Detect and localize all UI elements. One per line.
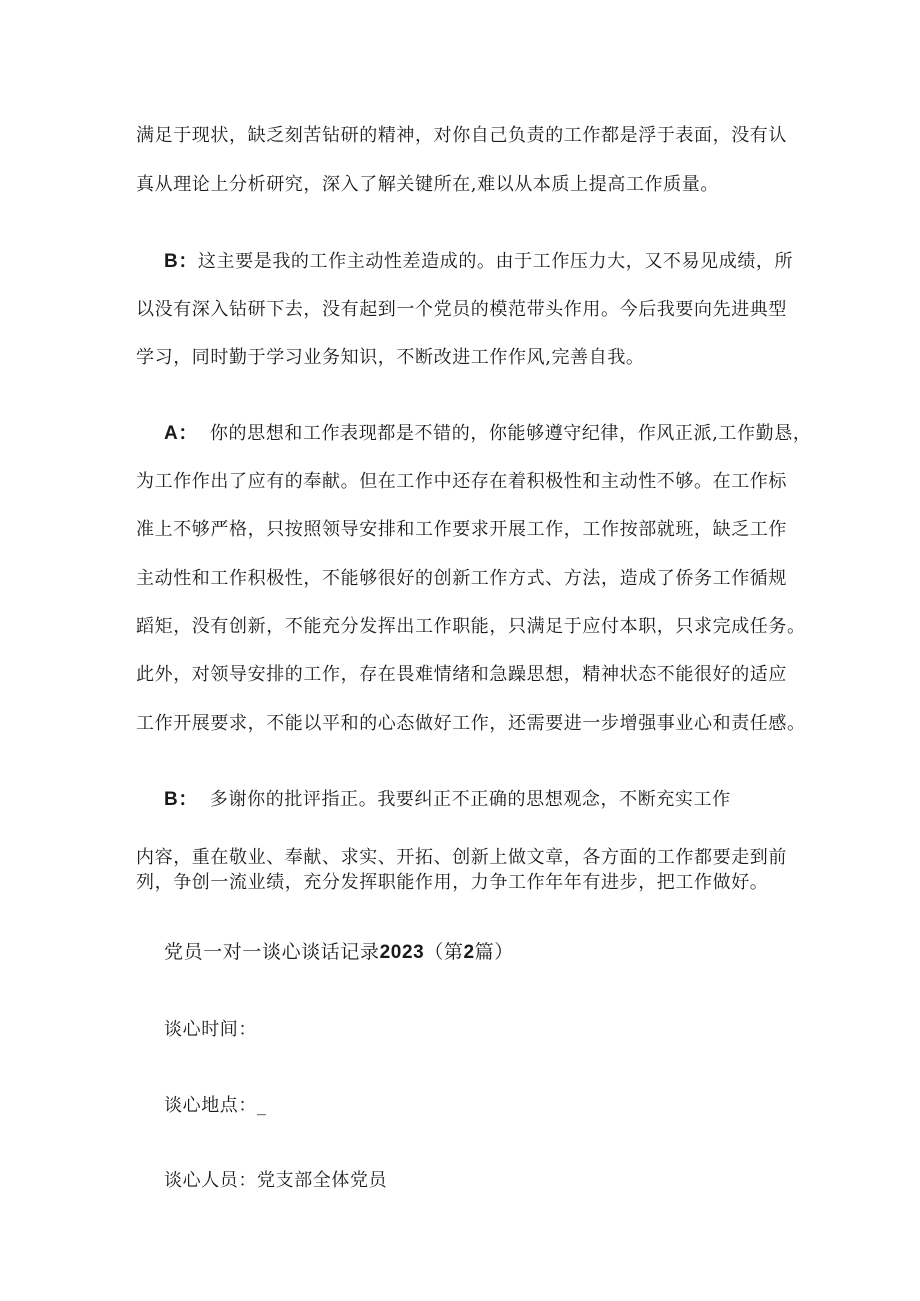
talk-people-field: 谈心人员：党支部全体党员 bbox=[164, 1170, 388, 1191]
heading-year: 2023 bbox=[379, 942, 425, 963]
heading-open: （第 bbox=[424, 941, 464, 963]
talk-place-field: 谈心地点：_ bbox=[164, 1095, 267, 1116]
paragraph-3-line-4: 主动性和工作积极性，不能够很好的创新工作方式、方法，造成了侨务工作循规 bbox=[136, 568, 787, 589]
paragraph-2-line-3: 学习，同时勤于学习业务知识，不断改进工作作风,完善自我。 bbox=[136, 347, 645, 368]
paragraph-4-text-1: 多谢你的批评指正。我要纠正不正确的思想观念，不断充实工作 bbox=[209, 789, 731, 810]
paragraph-2-line-1 bbox=[164, 250, 793, 274]
heading-number: 2 bbox=[463, 942, 475, 963]
talk-time-field: 谈心时间： bbox=[164, 1019, 257, 1040]
paragraph-3-text-1: 你的思想和工作表现都是不错的，你能够遵守纪律，作风正派,工作勤恳， bbox=[209, 423, 812, 444]
speaker-a-label: A： bbox=[164, 423, 198, 444]
section-heading bbox=[164, 940, 514, 965]
paragraph-3-line-2: 为工作作出了应有的奉献。但在工作中还存在着积极性和主动性不够。在工作标 bbox=[136, 471, 787, 492]
heading-close: 篇） bbox=[474, 941, 514, 963]
speaker-b-label-2: B： bbox=[164, 789, 198, 810]
paragraph-4-line-1 bbox=[164, 788, 731, 812]
paragraph-1-line-2: 真从理论上分析研究，深入了解关键所在,难以从本质上提高工作质量。 bbox=[136, 174, 719, 195]
paragraph-3-line-1 bbox=[164, 422, 811, 446]
paragraph-4-line-2: 内容，重在敬业、奉献、求实、开拓、创新上做文章，各方面的工作都要走到前 bbox=[136, 847, 787, 868]
paragraph-2-line-2: 以没有深入钻研下去，没有起到一个党员的模范带头作用。今后我要向先进典型 bbox=[136, 299, 787, 320]
paragraph-3-line-5: 蹈矩，没有创新，不能充分发挥出工作职能，只满足于应付本职，只求完成任务。 bbox=[136, 616, 806, 637]
paragraph-3-line-6: 此外，对领导安排的工作，存在畏难情绪和急躁思想，精神状态不能很好的适应 bbox=[136, 664, 787, 685]
paragraph-2-text-1: 这主要是我的工作主动性差造成的。由于工作压力大，又不易见成绩，所 bbox=[197, 251, 794, 272]
paragraph-3-line-7: 工作开展要求，不能以平和的心态做好工作，还需要进一步增强事业心和责任感。 bbox=[136, 713, 806, 734]
paragraph-3-line-3: 准上不够严格，只按照领导安排和工作要求开展工作，工作按部就班，缺乏工作 bbox=[136, 519, 787, 540]
paragraph-1-line-1: 满足于现状，缺乏刻苦钻研的精神，对你自己负责的工作都是浮于表面，没有认 bbox=[136, 125, 787, 146]
paragraph-4-line-3: 列，争创一流业绩，充分发挥职能作用，力争工作年年有进步，把工作做好。 bbox=[136, 872, 769, 893]
speaker-b-label: B： bbox=[164, 251, 198, 272]
heading-prefix: 党员一对一谈心谈话记录 bbox=[164, 941, 380, 963]
